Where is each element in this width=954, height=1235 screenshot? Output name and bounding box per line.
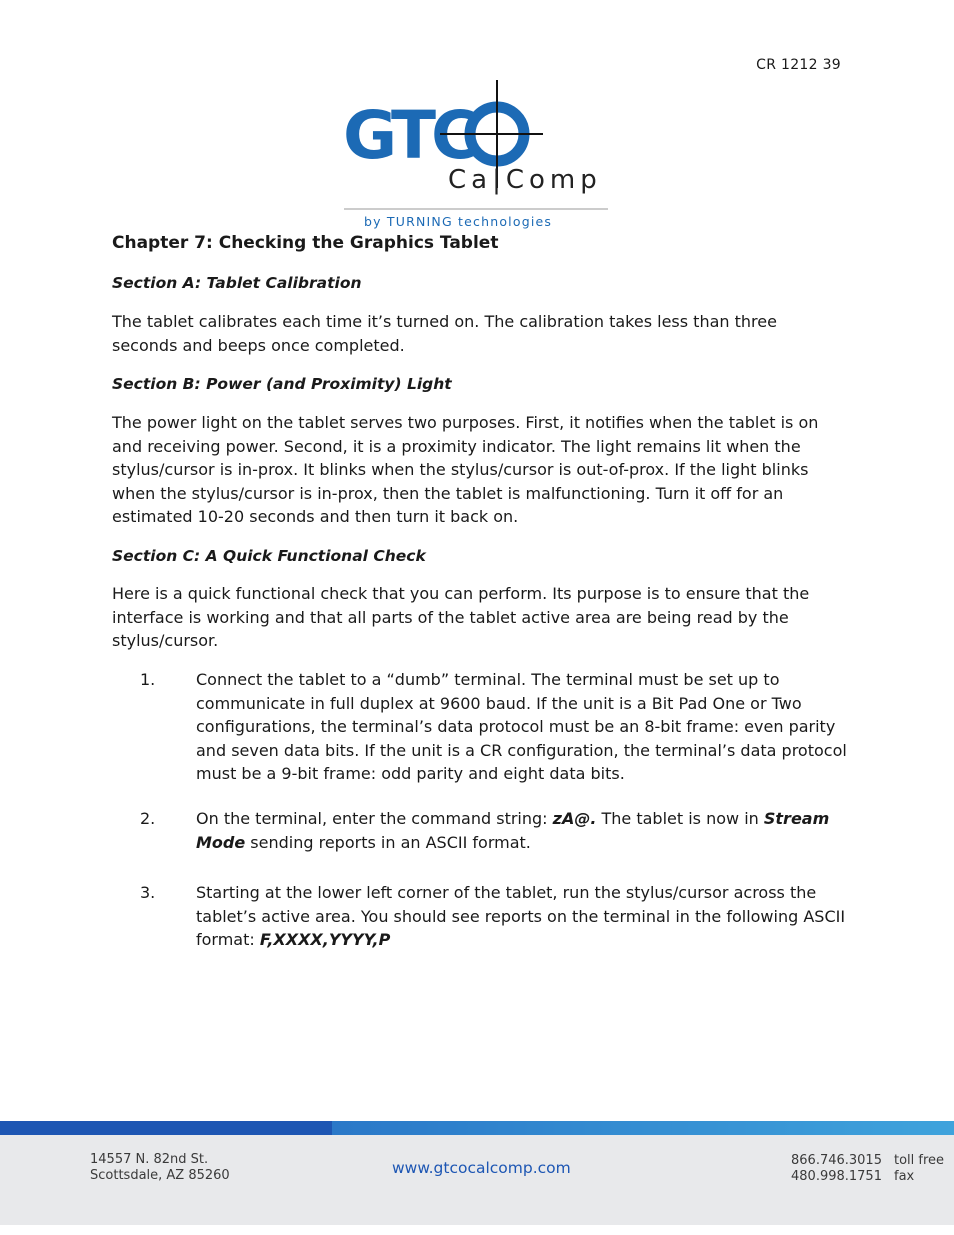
fax-number: 480.998.1751	[791, 1169, 882, 1184]
toll-free-label: toll free	[894, 1153, 945, 1168]
address-line-2: Scottsdale, AZ 85260	[90, 1168, 230, 1183]
document-reference: CR 1212 39	[756, 57, 841, 73]
footer-color-bar	[0, 1121, 954, 1135]
section-body-b: The power light on the tablet serves two purposes. First, it notifies when the tablet is on and receiving power. Second, it is a proximity indicator. The light remains lit when the stylus/cursor is in-prox. It blinks when the stylus/cursor is out-of-prox. If the light blinks when the stylus/cursor is in-prox, then the tablet is malfunctioning. Turn it off for an estimated 10-20 seconds and then turn it back on.	[112, 413, 819, 527]
footer-address	[90, 1152, 230, 1184]
fax-label: fax	[894, 1169, 915, 1184]
page-footer	[0, 1135, 954, 1225]
step-number: 2.	[140, 809, 156, 828]
step-text: Starting at the lower left corner of the tablet, run the stylus/cursor across the tablet’s active area. You should see reports on the terminal in the following ASCII format: F,XXXX,YYYY,P	[196, 883, 846, 950]
stream-mode-label: Stream Mode	[196, 809, 830, 852]
step-number: 1.	[140, 670, 156, 689]
logo-tagline: by TURNING technologies	[364, 214, 553, 229]
command-string: zA@.	[552, 809, 597, 828]
section-heading-a: Section A: Tablet Calibration	[112, 274, 362, 292]
section-heading-b: Section B: Power (and Proximity) Light	[112, 375, 452, 393]
chapter-title: Chapter 7: Checking the Graphics Tablet	[112, 233, 499, 253]
footer-phones	[791, 1153, 944, 1185]
step-number: 3.	[140, 883, 156, 902]
toll-free-number: 866.746.3015	[791, 1153, 882, 1168]
website-link[interactable]: www.gtcocalcomp.com	[392, 1159, 571, 1177]
footer-bar-dark	[0, 1121, 332, 1135]
step-text: On the terminal, enter the command string: zA@. The tablet is now in Stream Mode sending reports in an ASCII format.	[196, 809, 830, 852]
section-heading-c: Section C: A Quick Functional Check	[112, 547, 426, 565]
section-body-a: The tablet calibrates each time it’s turned on. The calibration takes less than three seconds and beeps once completed.	[112, 312, 777, 355]
footer-bar-light	[332, 1121, 954, 1135]
section-body-c: Here is a quick functional check that you can perform. Its purpose is to ensure that the interface is working and that all parts of the tablet active area are being read by the stylus/cursor.	[112, 584, 810, 651]
address-line-1: 14557 N. 82nd St.	[90, 1152, 209, 1167]
logo-calcomp: Ca|Comp	[448, 165, 602, 195]
logo-letters: GTC	[343, 97, 475, 174]
report-format: F,XXXX,YYYY,P	[259, 930, 391, 950]
gtco-calcomp-logo	[340, 78, 620, 234]
step-text: Connect the tablet to a “dumb” terminal. The terminal must be set up to communicate in full duplex at 9600 baud. If the unit is a Bit Pad One or Two configurations, the terminal’s data protocol must be an 8-bit frame: even parity and seven data bits. If the unit is a CR configuration, the terminal’s data protocol must be a 9-bit frame: odd parity and eight data bits.	[196, 670, 847, 784]
